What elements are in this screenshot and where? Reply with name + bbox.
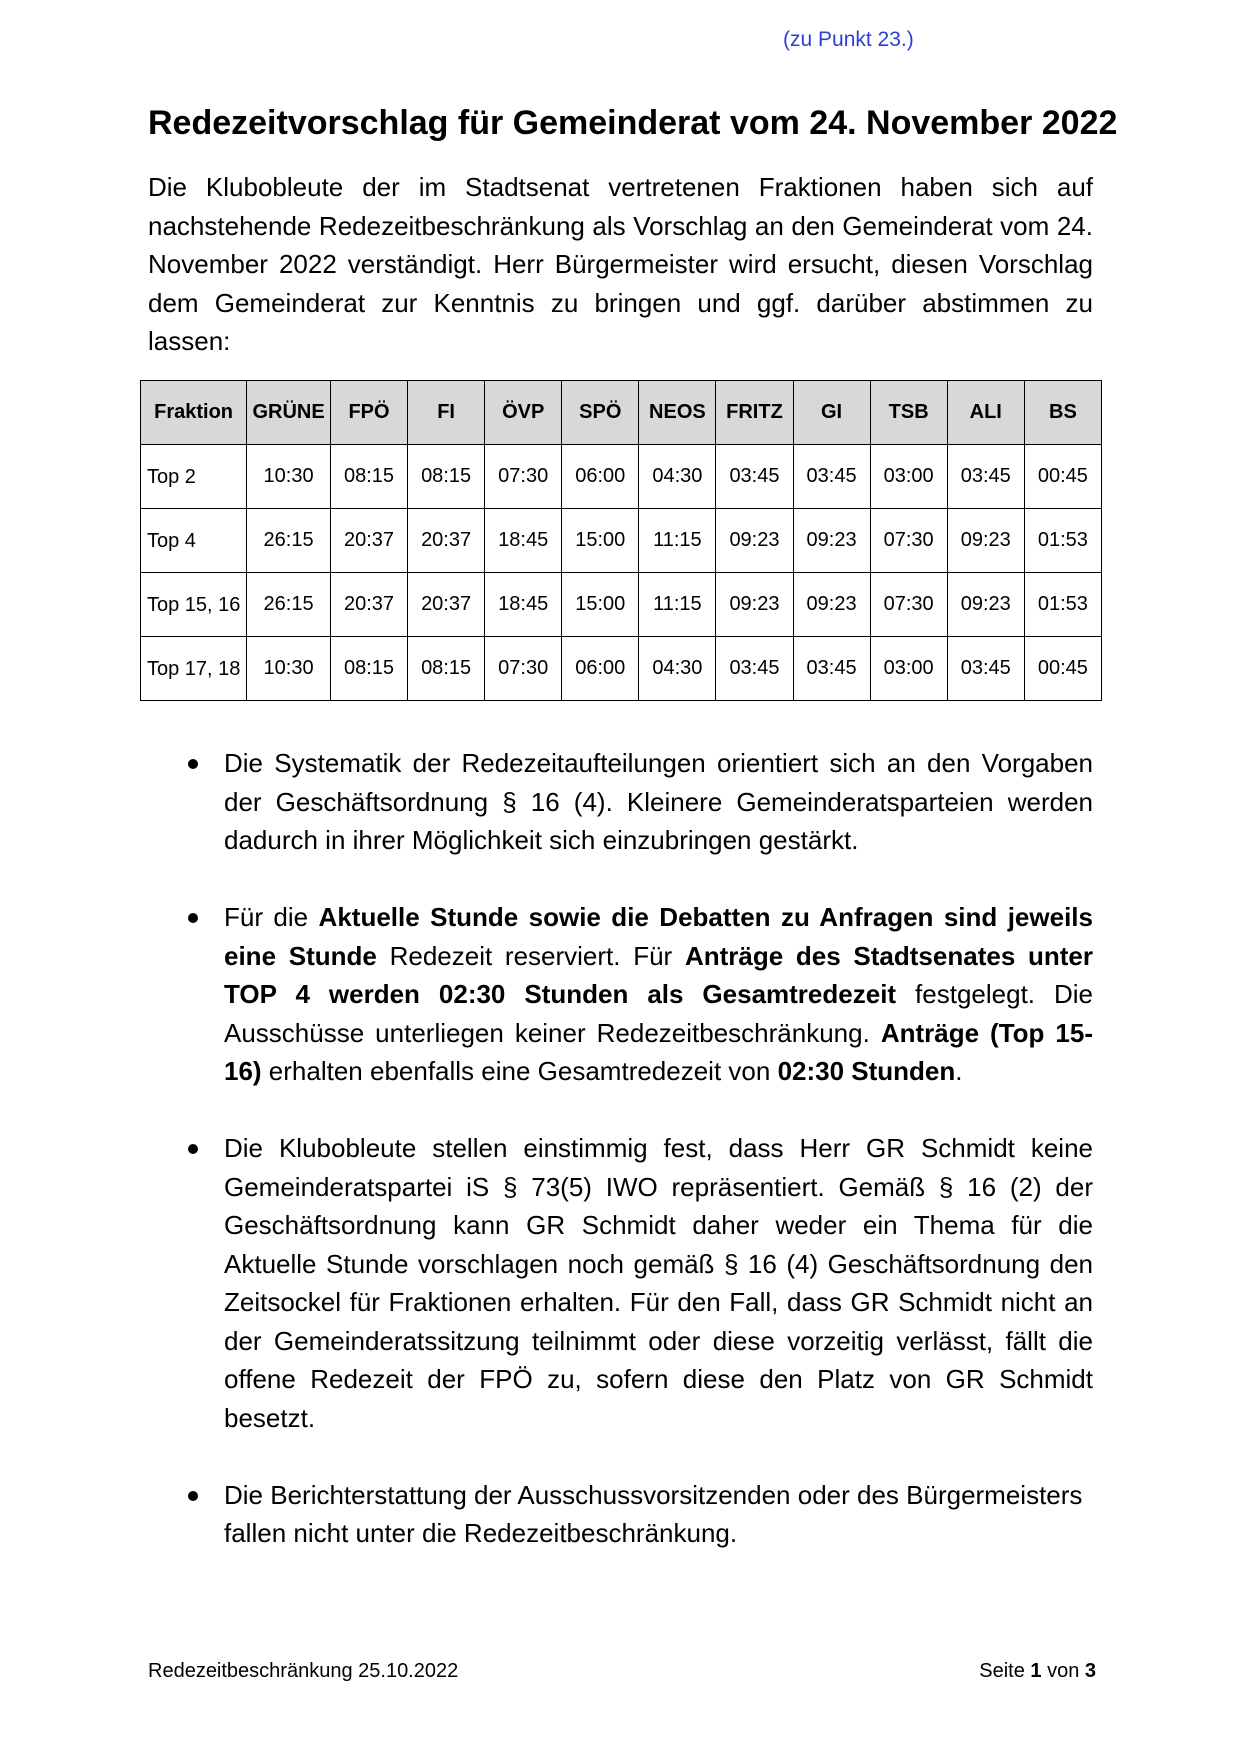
table-cell: 26:15	[247, 573, 331, 637]
table-cell: 10:30	[247, 445, 331, 509]
table-cell: 18:45	[485, 509, 562, 573]
table-cell: 09:23	[793, 573, 870, 637]
table-row	[141, 573, 1102, 637]
table-cell: 20:37	[408, 509, 485, 573]
table-cell: 18:45	[485, 573, 562, 637]
table-cell: 20:37	[330, 509, 407, 573]
table-cell: 00:45	[1024, 445, 1101, 509]
table-header-row	[141, 381, 1102, 445]
column-header: GI	[793, 381, 870, 445]
row-label: Top 4	[141, 509, 247, 573]
bullet-item	[148, 1129, 1093, 1437]
table-cell: 06:00	[562, 445, 639, 509]
table-cell: 07:30	[870, 509, 947, 573]
table-cell: 03:45	[793, 637, 870, 701]
table-cell: 03:45	[947, 637, 1024, 701]
column-header: FPÖ	[330, 381, 407, 445]
page-mid: von	[1041, 1660, 1085, 1682]
column-header: ALI	[947, 381, 1024, 445]
table-cell: 03:45	[793, 445, 870, 509]
column-header: ÖVP	[485, 381, 562, 445]
bullet-emphasis: Anträge (Top 15-16)	[224, 1017, 1093, 1086]
table-cell: 09:23	[793, 509, 870, 573]
agenda-reference: (zu Punkt 23.)	[783, 28, 914, 51]
page-prefix: Seite	[979, 1660, 1031, 1682]
bullet-text-part: Redezeit reserviert. Für	[376, 940, 685, 971]
column-header: SPÖ	[562, 381, 639, 445]
row-label: Top 17, 18	[141, 637, 247, 701]
footer-document-info: Redezeitbeschränkung 25.10.2022	[148, 1660, 459, 1682]
column-header: TSB	[870, 381, 947, 445]
table-cell: 03:45	[716, 445, 793, 509]
bullet-emphasis: 02:30 Stunden	[777, 1056, 956, 1086]
table-cell: 11:15	[639, 509, 716, 573]
table-cell: 03:45	[947, 445, 1024, 509]
table-cell: 20:37	[330, 573, 407, 637]
row-label: Top 15, 16	[141, 573, 247, 637]
table-cell: 08:15	[408, 637, 485, 701]
table-cell: 09:23	[947, 573, 1024, 637]
column-header: GRÜNE	[247, 381, 331, 445]
table-cell: 01:53	[1024, 509, 1101, 573]
table-cell: 03:00	[870, 637, 947, 701]
table-cell: 00:45	[1024, 637, 1101, 701]
bullet-text-part: .	[955, 1056, 963, 1086]
table-row	[141, 637, 1102, 701]
table-cell: 07:30	[485, 637, 562, 701]
table-cell: 09:23	[947, 509, 1024, 573]
bullet-emphasis: Anträge des Stadtsenates unter TOP 4 werden 02:30 Stunden als Gesamtredezeit	[224, 940, 1093, 1009]
bullet-item	[148, 1476, 1093, 1553]
bullet-text: Die Systematik der Redezeitaufteilungen orientiert sich an den Vorgaben der Geschäftsordnung § 16 (4). Kleinere Gemeinderatsparteien werden dadurch in ihrer Möglichkeit sich einzubringen gestärkt.	[224, 748, 1093, 855]
table-cell: 08:15	[330, 637, 407, 701]
bullet-icon	[188, 1491, 198, 1501]
column-header: NEOS	[639, 381, 716, 445]
table-cell: 09:23	[716, 573, 793, 637]
table-row	[141, 445, 1102, 509]
bullet-text: Die Berichterstattung der Ausschussvorsitzenden oder des Bürgermeisters fallen nicht unter die Redezeitbeschränkung.	[224, 1479, 1083, 1548]
table-cell: 07:30	[485, 445, 562, 509]
column-header: Fraktion	[141, 381, 247, 445]
table-cell: 08:15	[330, 445, 407, 509]
table-cell: 04:30	[639, 637, 716, 701]
page-total: 3	[1084, 1660, 1096, 1682]
bullet-list	[148, 744, 1093, 1591]
column-header: BS	[1024, 381, 1101, 445]
table-cell: 01:53	[1024, 573, 1101, 637]
row-label: Top 2	[141, 445, 247, 509]
bullet-icon	[188, 1144, 198, 1154]
table-cell: 15:00	[562, 509, 639, 573]
bullet-text-part: Für die	[224, 902, 319, 932]
intro-paragraph: Die Klubobleute der im Stadtsenat vertretenen Fraktionen haben sich auf nachstehende Redezeitbeschränkung als Vorschlag an den Gemeinderat vom 24. November 2022 verständigt. Herr Bürgermeister wird ersucht, diesen Vorschlag dem Gemeinderat zur Kenntnis zu bringen und ggf. darüber abstimmen zu lassen:	[148, 172, 1093, 356]
table-cell: 11:15	[639, 573, 716, 637]
table-cell: 10:30	[247, 637, 331, 701]
bullet-icon	[188, 759, 198, 769]
table-cell: 04:30	[639, 445, 716, 509]
table-cell: 09:23	[716, 509, 793, 573]
table-cell: 03:45	[716, 637, 793, 701]
table-cell: 15:00	[562, 573, 639, 637]
footer-page-number	[979, 1660, 1096, 1683]
table-cell: 03:00	[870, 445, 947, 509]
table-cell: 20:37	[408, 573, 485, 637]
bullet-text: Die Klubobleute stellen einstimmig fest, dass Herr GR Schmidt keine Gemeinderatspartei iS § 73(5) IWO repräsentiert. Gemäß § 16 (2) der Geschäftsordnung kann GR Schmidt daher weder ein Thema für die Aktuelle Stunde vorschlagen noch gemäß § 16 (4) Geschäftsordnung den Zeitsockel für Fraktionen erhalten. Für den Fall, dass GR Schmidt nicht an der Gemeinderatssitzung teilnimmt oder diese vorzeitig verlässt, fällt die offene Redezeit der FPÖ zu, sofern diese den Platz von GR Schmidt besetzt.	[224, 1133, 1093, 1433]
bullet-item	[148, 898, 1093, 1091]
bullet-emphasis: Aktuelle Stunde sowie die Debatten zu Anfragen sind jeweils eine Stunde	[224, 902, 1093, 971]
bullet-text-part: erhalten ebenfalls eine Gesamtredezeit von	[261, 1056, 778, 1086]
bullet-text-part: festgelegt. Die Ausschüsse unterliegen keiner Redezeitbeschränkung.	[224, 979, 1093, 1048]
table-cell: 06:00	[562, 637, 639, 701]
speaking-time-table	[140, 380, 1102, 701]
column-header: FRITZ	[716, 381, 793, 445]
column-header: FI	[408, 381, 485, 445]
bullet-item	[148, 744, 1093, 860]
table-cell: 07:30	[870, 573, 947, 637]
table-cell: 08:15	[408, 445, 485, 509]
page-title: Redezeitvorschlag für Gemeinderat vom 24. November 2022	[148, 104, 1118, 142]
table-cell: 26:15	[247, 509, 331, 573]
table-row	[141, 509, 1102, 573]
bullet-icon	[188, 913, 198, 923]
page-current: 1	[1030, 1660, 1042, 1682]
